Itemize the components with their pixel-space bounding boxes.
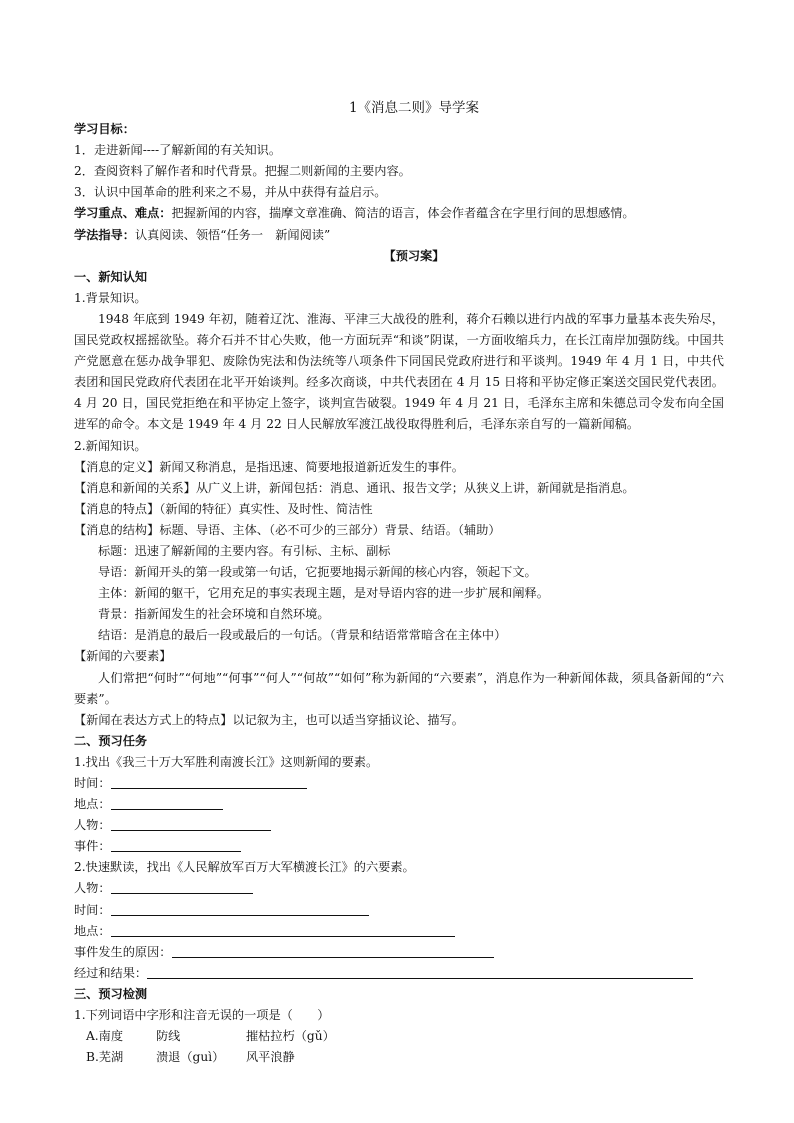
structure-item-body: 主体：新闻的躯干，它用充足的事实表现主题，是对导语内容的进一步扩展和阐释。 [98, 586, 549, 601]
structure-label: 【消息的结构】 [74, 522, 160, 537]
definition [74, 457, 724, 478]
field-label: 事件发生的原因： [74, 944, 172, 959]
field-label: 时间： [74, 902, 111, 917]
answer-blank[interactable] [172, 943, 494, 958]
expression-text: 以记叙为主，也可以适当穿插议论、描写。 [232, 712, 464, 727]
key-points-text: 把握新闻的内容，揣摩文章准确、简洁的语言，体会作者蕴含在字里行间的思想感情。 [171, 206, 635, 221]
section3-heading: 三、预习检测 [74, 986, 148, 1001]
task2-field-person [74, 878, 724, 899]
key-points [74, 203, 724, 224]
option-b[interactable] [74, 1047, 724, 1068]
features-label: 【消息的特点】 [74, 501, 160, 516]
goal-item-2: 2．查阅资料了解作者和时代背景。把握二则新闻的主要内容。 [74, 164, 411, 179]
field-label: 地点： [74, 797, 111, 812]
six-elements-text: 人们常把“何时”“何地”“何事”“何人”“何故”“如何”称为新闻的“六要素”，消息作为一种新闻体裁，须具备新闻的“六要素”。 [74, 670, 724, 706]
page-title: 1《消息二则》导学案 [348, 100, 480, 116]
structure-item-ending: 结语：是消息的最后一段或最后的一句话。（背景和结语常常暗含在主体中） [98, 628, 507, 643]
definition-label: 【消息的定义】 [74, 459, 160, 474]
relation-label: 【消息和新闻的关系】 [74, 480, 196, 495]
structure-item-title: 标题：迅速了解新闻的主要内容。有引标、主标、副标 [98, 543, 391, 558]
structure-item-background: 背景：指新闻发生的社会环境和自然环境。 [98, 607, 330, 622]
definition-text: 新闻又称消息，是指迅速、简要地报道新近发生的事件。 [159, 459, 464, 474]
six-elements-label: 【新闻的六要素】 [74, 649, 172, 664]
structure-text: 标题、导语、主体、（必不可少的三部分）背景、结语。（辅助） [159, 522, 501, 537]
task1-field-person [74, 815, 724, 836]
task1-prompt: 1.找出《我三十万大军胜利南渡长江》这则新闻的要素。 [74, 754, 379, 769]
task2-field-result [74, 963, 724, 984]
task1-field-time [74, 773, 724, 794]
method-label: 学法指导： [74, 227, 135, 242]
expression-label: 【新闻在表达方式上的特点】 [74, 712, 233, 727]
structure-item-lead: 导语：新闻开头的第一段或第一句话，它扼要地揭示新闻的核心内容，领起下文。 [98, 565, 537, 580]
relation [74, 478, 724, 499]
task2-prompt: 2.快速默读，找出《人民解放军百万大军横渡长江》的六要素。 [74, 860, 415, 875]
option-a[interactable] [74, 1026, 724, 1047]
field-label: 人物： [74, 881, 111, 896]
goal-item-1: 1．走进新闻----了解新闻的有关知识。 [74, 143, 282, 158]
option-b-word3: 风平浪静 [246, 1050, 295, 1065]
field-label: 人物： [74, 818, 111, 833]
option-a-word1: A.南度 [86, 1029, 124, 1044]
option-b-word2: 溃退（guì） [156, 1050, 225, 1065]
preview-header: 【预习案】 [383, 248, 445, 263]
task2-field-cause [74, 942, 724, 963]
option-a-word3: 摧枯拉朽（gǔ） [246, 1029, 335, 1044]
method [74, 225, 724, 246]
section1-heading: 一、新知认知 [74, 269, 148, 284]
task2-field-place [74, 921, 724, 942]
task1-field-place [74, 794, 724, 815]
answer-blank[interactable] [147, 964, 693, 979]
answer-blank[interactable] [111, 879, 253, 894]
field-label: 时间： [74, 776, 111, 790]
features [74, 499, 724, 520]
goals-heading: 学习目标： [74, 122, 135, 137]
answer-blank[interactable] [111, 774, 307, 789]
answer-blank[interactable] [111, 795, 223, 810]
field-label: 事件： [74, 839, 111, 854]
method-text: 认真阅读、领悟“任务一 新闻阅读” [134, 227, 331, 242]
news-knowledge-title: 2.新闻知识。 [74, 438, 147, 453]
document-page [74, 98, 724, 1068]
answer-blank[interactable] [111, 922, 455, 937]
goal-item-3: 3．认识中国革命的胜利来之不易，并从中获得有益启示。 [74, 185, 387, 200]
expression [74, 710, 724, 731]
field-label: 经过和结果： [74, 965, 148, 980]
question-1: 1.下列词语中字形和注音无误的一项是（ ） [74, 1008, 330, 1023]
background-title: 1.背景知识。 [74, 290, 147, 305]
answer-blank[interactable] [111, 816, 271, 831]
relation-text: 从广义上讲，新闻包括：消息、通讯、报告文学；从狭义上讲，新闻就是指消息。 [195, 480, 635, 495]
field-label: 地点： [74, 923, 111, 938]
task2-field-time [74, 900, 724, 921]
option-b-word1: B.芜湖 [86, 1050, 124, 1065]
answer-blank[interactable] [111, 837, 241, 852]
answer-blank[interactable] [111, 901, 369, 916]
task1-field-event [74, 836, 724, 857]
features-text: （新闻的特征）真实性、及时性、简洁性 [159, 501, 373, 516]
background-text: 1948 年底到 1949 年初，随着辽沈、淮海、平津三大战役的胜利，蒋介石赖以进行内战的军事力量基本丧失殆尽，国民党政权摇摇欲坠。蒋介石并不甘心失败，他一方面玩弄“和谈”阴谋，一方面收缩兵力，在长江南岸加强防线。中国共产党愿意在惩办战争罪犯、废除伪宪法和伪法统等八项条件下同国民党政府进行和平谈判。1949 年 4 月 1 日，中共代表团和国民党政府代表团在北平开始谈判。经多次商谈，中共代表团在 4 月 15 日将和平协定修正案送交国民党代表团。4 月 20 日，国民党拒绝在和平协定上签字，谈判宣告破裂。1949 年 4 月 21 日，毛泽东主席和朱德总司令发布向全国进军的命令。本文是 1949 年 4 月 22 日人民解放军渡江战役取得胜利后，毛泽东亲自写的一篇新闻稿。 [74, 311, 724, 432]
key-points-label: 学习重点、难点： [74, 206, 172, 221]
option-a-word2: 防线 [156, 1029, 181, 1044]
structure [74, 520, 724, 541]
section2-heading: 二、预习任务 [74, 733, 148, 748]
